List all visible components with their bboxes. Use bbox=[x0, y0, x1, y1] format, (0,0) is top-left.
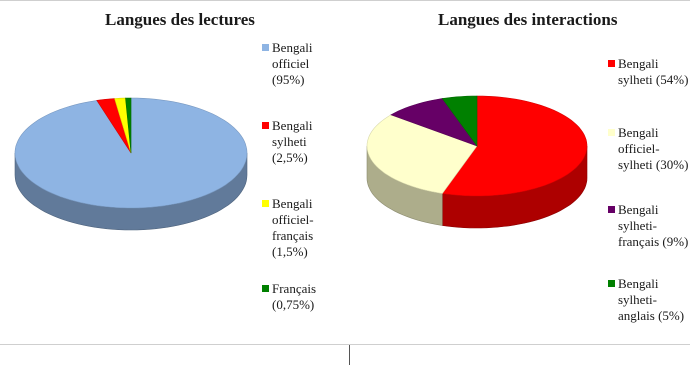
legend-item-lectures-1 bbox=[262, 118, 344, 166]
legend-label: Bengali officiel (95%) bbox=[272, 40, 313, 87]
legend-label: Français (0,75%) bbox=[272, 281, 317, 312]
legend-swatch bbox=[608, 60, 615, 67]
legend-label: Bengali sylheti (54%) bbox=[618, 56, 689, 87]
legend-swatch bbox=[262, 285, 269, 292]
legend-item-interactions-3 bbox=[608, 276, 690, 324]
legend-label: Bengali officiel-sylheti (30%) bbox=[618, 125, 689, 172]
legend-label: Bengali sylheti-anglais (5%) bbox=[618, 276, 685, 323]
legend-item-interactions-1 bbox=[608, 125, 690, 173]
pie-chart-0 bbox=[15, 98, 247, 230]
legend-swatch bbox=[262, 122, 269, 129]
chart-title-interactions: Langues des interactions bbox=[438, 10, 618, 29]
legend-label: Bengali officiel-français (1,5%) bbox=[272, 196, 314, 259]
legend-item-interactions-0 bbox=[608, 56, 690, 88]
chart-title-lectures: Langues des lectures bbox=[105, 10, 255, 29]
legend-swatch bbox=[608, 206, 615, 213]
legend-swatch bbox=[608, 280, 615, 287]
legend-item-interactions-2 bbox=[608, 202, 690, 250]
legend-label: Bengali sylheti (2,5%) bbox=[272, 118, 313, 165]
legend-swatch bbox=[262, 44, 269, 51]
legend-swatch bbox=[608, 129, 615, 136]
legend-label: Bengali sylheti-français (9%) bbox=[618, 202, 689, 249]
legend-item-lectures-2 bbox=[262, 196, 344, 260]
pie-chart-1 bbox=[367, 96, 587, 228]
legend-swatch bbox=[262, 200, 269, 207]
legend-item-lectures-0 bbox=[262, 40, 344, 88]
legend-item-lectures-3 bbox=[262, 281, 344, 313]
